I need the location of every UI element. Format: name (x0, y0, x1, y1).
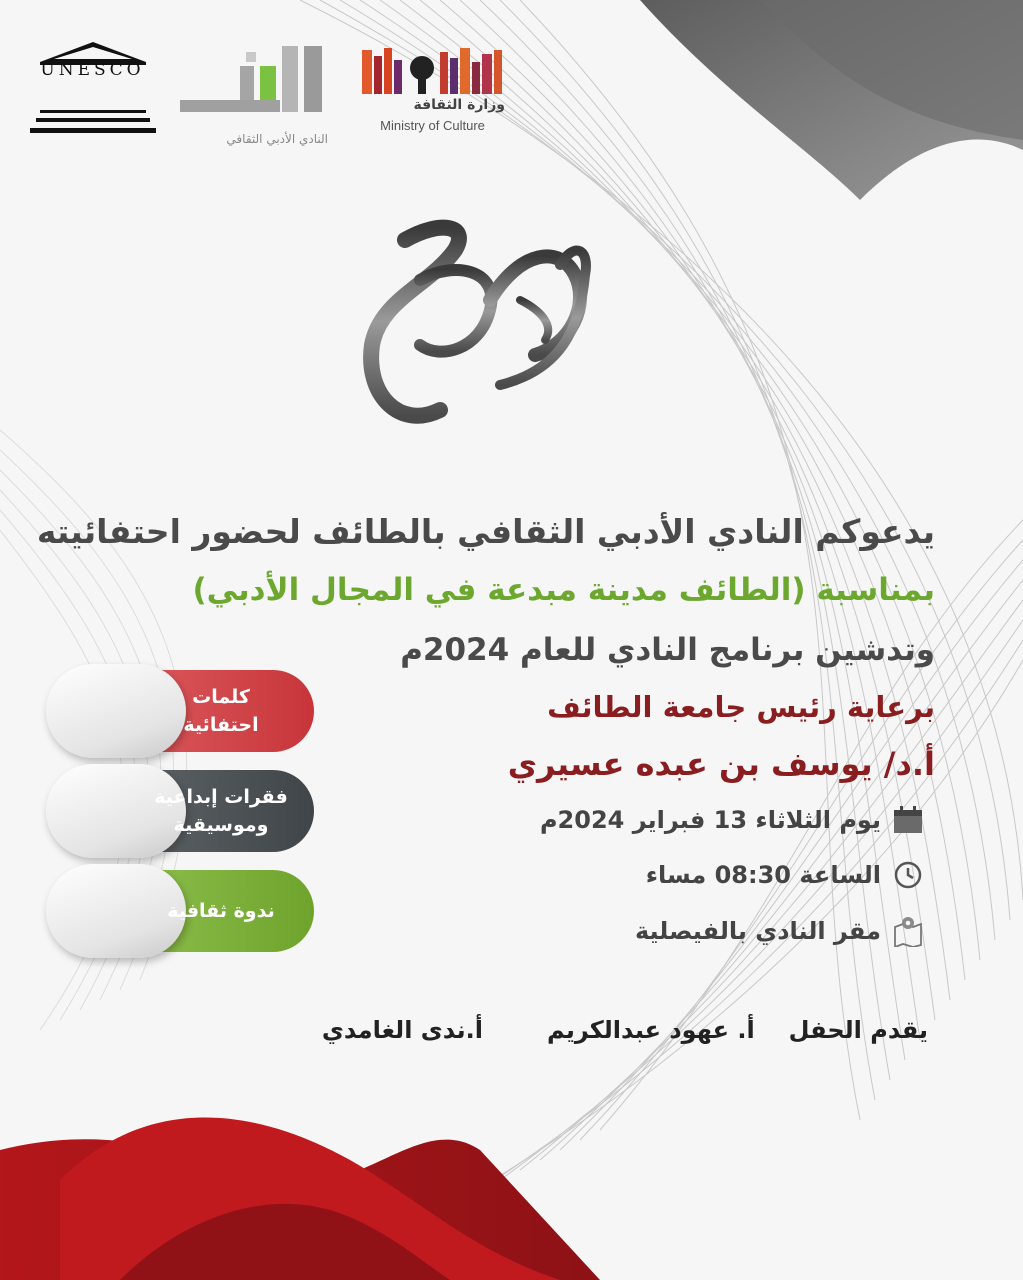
ministry-of-culture-logo (360, 46, 505, 96)
program-item-creative-music (52, 770, 314, 852)
program-label: فقرات إبداعية (154, 786, 288, 808)
program-item-speeches (52, 670, 314, 752)
presenters-row (322, 1016, 928, 1044)
ministry-name-english: Ministry of Culture (380, 118, 485, 133)
calendar-icon (893, 805, 923, 835)
event-location (635, 916, 923, 946)
map-pin-icon (893, 916, 923, 946)
literary-club-name: النادي الأدبي الثقافي (226, 132, 328, 146)
event-date-text: يوم الثلاثاء 13 فبراير 2024م (539, 806, 881, 834)
event-location-text: مقر النادي بالفيصلية (634, 917, 881, 945)
unesco-wordmark: UNESCO (40, 60, 145, 80)
clock-icon (893, 860, 923, 890)
presenter-2: أ.ندى الغامدي (321, 1016, 483, 1044)
ministry-name-arabic: وزارة الثقافة (413, 97, 505, 113)
program-label: ندوة ثقافية (167, 900, 275, 922)
presenter-1: أ. عهود عبدالكريم (547, 1016, 755, 1044)
program-item-cultural-seminar (52, 870, 314, 952)
event-date (540, 805, 923, 835)
literary-club-logo (176, 42, 330, 132)
patronage-line: برعاية رئيس جامعة الطائف (547, 690, 935, 724)
presenters-label: يقدم الحفل (788, 1016, 928, 1044)
unesco-logo (28, 40, 158, 140)
event-time (646, 860, 923, 890)
invitation-line-1: يدعوكم النادي الأدبي الثقافي بالطائف لحضور احتفائيته (36, 512, 935, 551)
program-label: كلمات (192, 686, 250, 708)
program-label: وموسيقية (173, 814, 269, 836)
invitation-line-3: وتدشين برنامج النادي للعام 2024م (400, 632, 935, 668)
patron-name: أ.د/ يوسف بن عبده عسيري (507, 745, 935, 783)
event-time-text: الساعة 08:30 مساء (645, 861, 881, 889)
program-label: احتفائية (183, 714, 259, 736)
invitation-line-2: بمناسبة (الطائف مدينة مبدعة في المجال الأدبي) (192, 572, 935, 608)
